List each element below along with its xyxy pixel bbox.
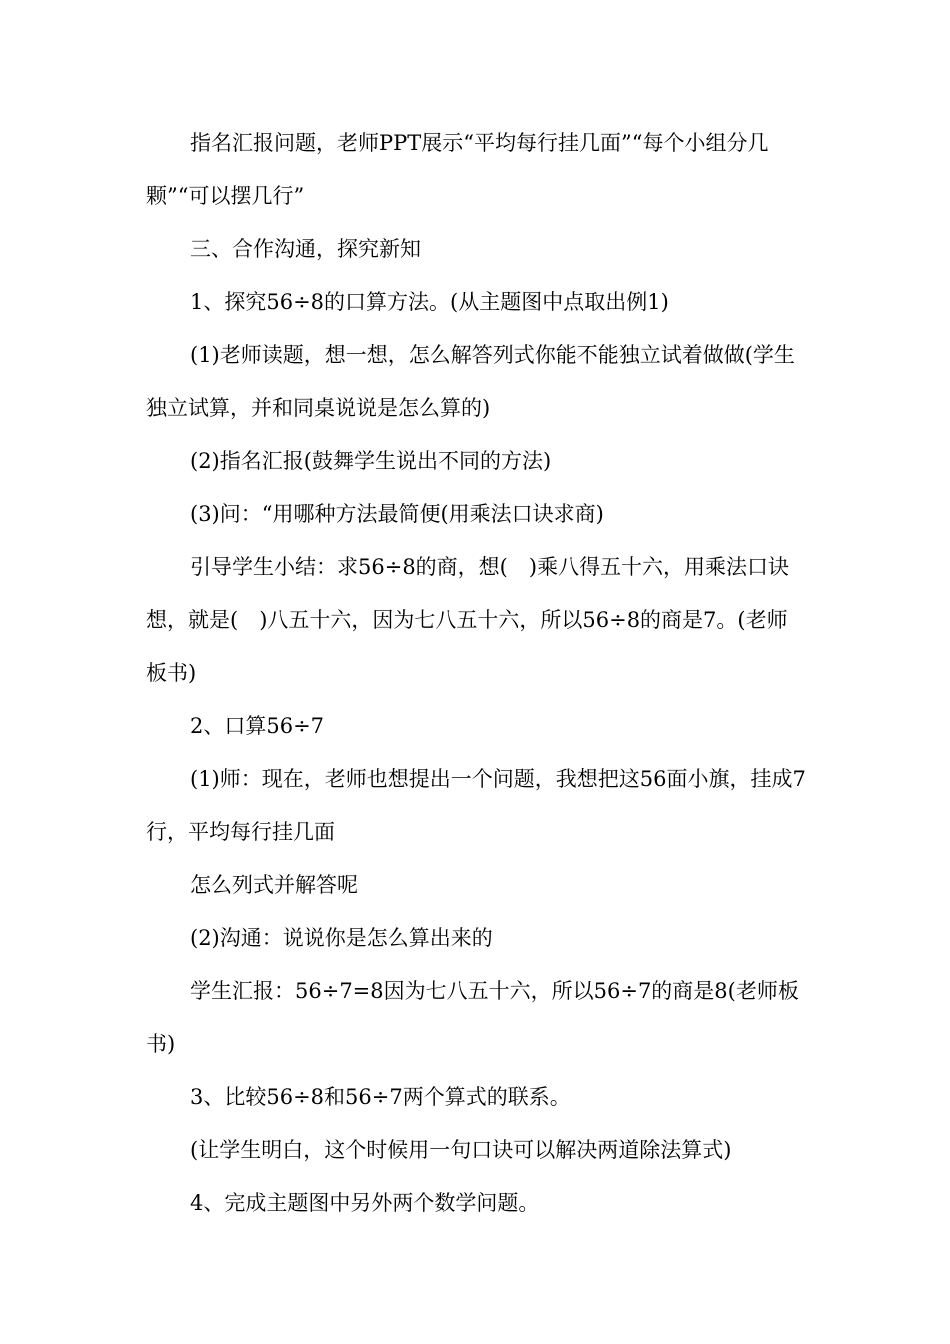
section-heading-cooperation: 三、合作沟通，探究新知 (190, 237, 421, 261)
step-2-question: 怎么列式并解答呢 (190, 873, 358, 897)
paragraph-report-question: 指名汇报问题，老师PPT展示“平均每行挂几面”“每个小组分几颗”“可以摆几行” (146, 131, 769, 208)
step-1-summary: 引导学生小结：求56÷8的商，想( )乘八得五十六，用乘法口诀想，就是( )八五十六，因为七八五十六，所以56÷8的商是7。(老师板书) (146, 555, 790, 685)
step-3-heading: 3、比较56÷8和56÷7两个算式的联系。 (190, 1085, 571, 1109)
step-2-item-2: (2)沟通：说说你是怎么算出来的 (190, 926, 493, 950)
step-4-heading: 4、完成主题图中另外两个数学问题。 (190, 1191, 540, 1215)
step-3-note: (让学生明白，这个时候用一句口诀可以解决两道除法算式) (190, 1138, 732, 1162)
step-2-student-report: 学生汇报：56÷7=8因为七八五十六，所以56÷7的商是8(老师板书) (146, 979, 799, 1056)
step-1-heading: 1、探究56÷8的口算方法。(从主题图中点取出例1) (190, 290, 669, 314)
step-2-heading: 2、口算56÷7 (190, 714, 325, 738)
step-1-item-3: (3)问：“用哪种方法最简便(用乘法口诀求商) (190, 502, 604, 526)
document-body (146, 117, 808, 1230)
step-1-item-2: (2)指名汇报(鼓舞学生说出不同的方法) (190, 449, 552, 473)
step-1-item-1: (1)老师读题，想一想，怎么解答列式你能不能独立试着做做(学生独立试算，并和同桌说说是怎么算的) (146, 343, 795, 420)
step-2-item-1: (1)师：现在，老师也想提出一个问题，我想把这56面小旗，挂成7行，平均每行挂几面 (146, 767, 806, 844)
